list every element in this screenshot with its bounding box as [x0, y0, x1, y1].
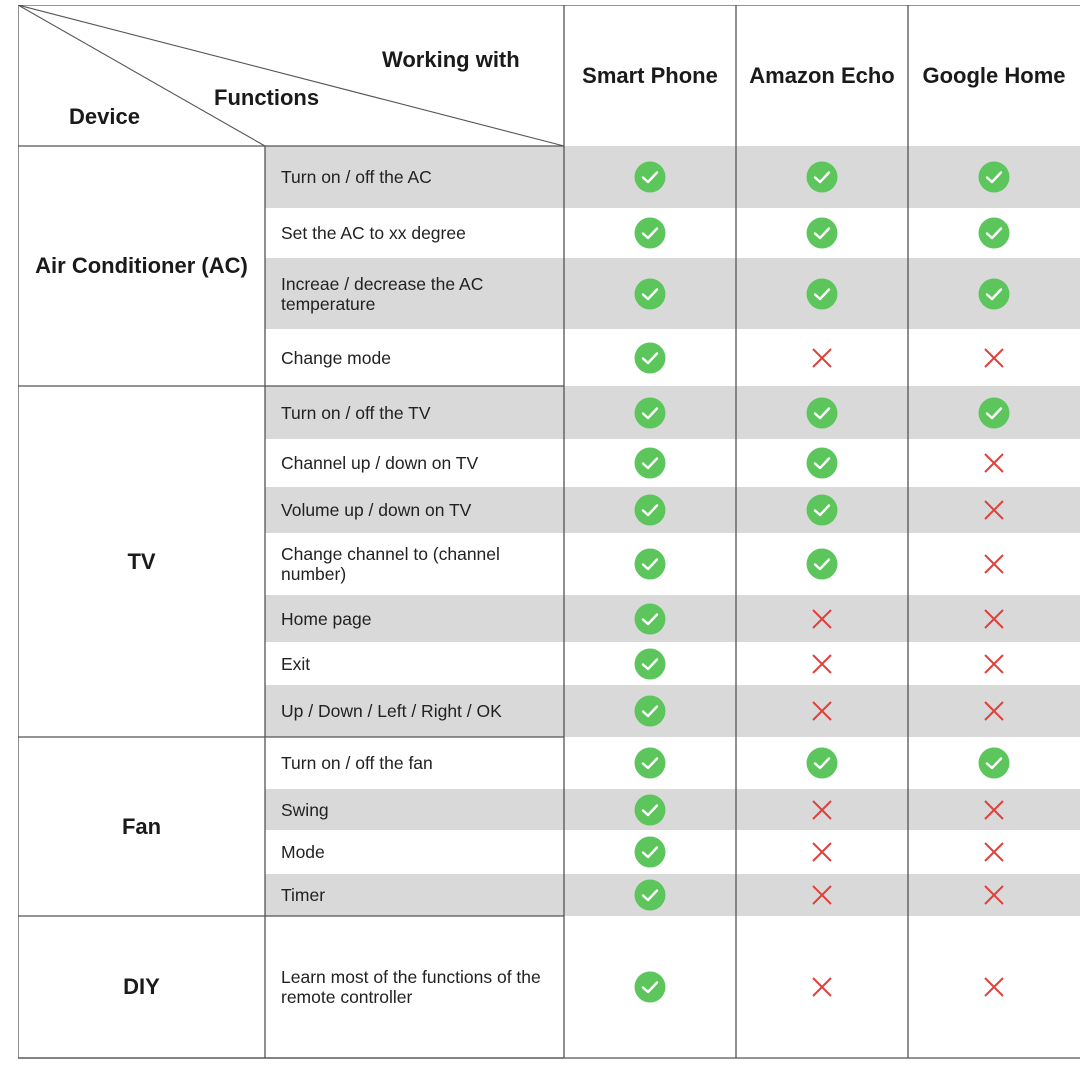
red-x-icon: [805, 835, 839, 869]
support-mark: [908, 916, 1080, 1058]
support-mark: [564, 642, 736, 685]
function-label: Mode: [281, 842, 325, 862]
red-x-icon: [805, 878, 839, 912]
green-check-circle-icon: [633, 647, 667, 681]
red-x-icon: [805, 793, 839, 827]
support-mark: [736, 533, 908, 595]
function-label: Turn on / off the fan: [281, 753, 433, 773]
green-check-circle-icon: [805, 216, 839, 250]
compatibility-table: [18, 5, 1080, 1063]
green-check-circle-icon: [633, 746, 667, 780]
red-x-icon: [977, 694, 1011, 728]
support-mark: [736, 874, 908, 916]
support-mark: [736, 439, 908, 487]
column-header-amazon-echo: Amazon Echo: [749, 62, 895, 88]
green-check-circle-icon: [633, 216, 667, 250]
support-mark: [908, 595, 1080, 642]
function-label: Change mode: [281, 347, 391, 368]
support-mark: [736, 258, 908, 329]
green-check-circle-icon: [633, 694, 667, 728]
green-check-circle-icon: [633, 277, 667, 311]
support-mark: [564, 789, 736, 830]
green-check-circle-icon: [633, 602, 667, 636]
green-check-circle-icon: [633, 878, 667, 912]
green-check-circle-icon: [977, 277, 1011, 311]
column-header-google-home: Google Home: [922, 62, 1066, 88]
green-check-circle-icon: [633, 547, 667, 581]
function-label: Turn on / off the TV: [281, 402, 431, 423]
device-label: DIY: [123, 974, 160, 999]
support-mark: [736, 146, 908, 208]
support-mark: [564, 386, 736, 439]
red-x-icon: [977, 493, 1011, 527]
function-label: Increae / decrease the AC temperature: [281, 273, 484, 314]
header-working-with: Working with: [382, 47, 520, 72]
red-x-icon: [805, 341, 839, 375]
support-mark: [736, 487, 908, 533]
green-check-circle-icon: [805, 746, 839, 780]
support-mark: [908, 487, 1080, 533]
support-mark: [736, 916, 908, 1058]
support-mark: [908, 386, 1080, 439]
function-label: Home page: [281, 608, 372, 629]
support-mark: [908, 830, 1080, 874]
support-mark: [564, 208, 736, 258]
support-mark: [908, 329, 1080, 386]
red-x-icon: [977, 602, 1011, 636]
function-label: Learn most of the functions of the remote controller: [281, 967, 541, 1007]
support-mark: [908, 439, 1080, 487]
function-label: Swing: [281, 799, 329, 820]
support-mark: [564, 258, 736, 329]
red-x-icon: [977, 647, 1011, 681]
green-check-circle-icon: [977, 746, 1011, 780]
support-mark: [564, 874, 736, 916]
device-label: Air Conditioner (AC): [35, 253, 248, 278]
green-check-circle-icon: [633, 793, 667, 827]
grid-line: [18, 5, 265, 146]
green-check-circle-icon: [805, 277, 839, 311]
header-device: Device: [69, 104, 140, 129]
red-x-icon: [977, 341, 1011, 375]
function-label: Change channel to (channel number): [281, 544, 500, 584]
support-mark: [564, 737, 736, 789]
green-check-circle-icon: [977, 396, 1011, 430]
support-mark: [736, 329, 908, 386]
red-x-icon: [977, 970, 1011, 1004]
support-mark: [564, 487, 736, 533]
green-check-circle-icon: [805, 446, 839, 480]
support-mark: [564, 329, 736, 386]
support-mark: [908, 642, 1080, 685]
support-mark: [564, 685, 736, 737]
red-x-icon: [805, 694, 839, 728]
function-label: Timer: [281, 885, 326, 905]
green-check-circle-icon: [805, 493, 839, 527]
green-check-circle-icon: [977, 216, 1011, 250]
green-check-circle-icon: [633, 493, 667, 527]
support-mark: [564, 595, 736, 642]
function-label: Volume up / down on TV: [281, 500, 472, 520]
red-x-icon: [977, 547, 1011, 581]
support-mark: [736, 830, 908, 874]
support-mark: [736, 685, 908, 737]
support-mark: [908, 874, 1080, 916]
support-mark: [564, 439, 736, 487]
green-check-circle-icon: [633, 446, 667, 480]
red-x-icon: [805, 647, 839, 681]
green-check-circle-icon: [633, 396, 667, 430]
support-mark: [908, 737, 1080, 789]
green-check-circle-icon: [805, 547, 839, 581]
column-header-smart-phone: Smart Phone: [582, 62, 718, 88]
support-mark: [908, 208, 1080, 258]
support-mark: [736, 642, 908, 685]
green-check-circle-icon: [977, 160, 1011, 194]
support-mark: [908, 258, 1080, 329]
header-functions: Functions: [214, 85, 320, 110]
green-check-circle-icon: [805, 396, 839, 430]
support-mark: [736, 208, 908, 258]
red-x-icon: [805, 970, 839, 1004]
support-mark: [908, 789, 1080, 830]
support-mark: [564, 533, 736, 595]
function-label: Turn on / off the AC: [281, 167, 432, 187]
support-mark: [736, 737, 908, 789]
support-mark: [564, 830, 736, 874]
red-x-icon: [977, 446, 1011, 480]
support-mark: [908, 533, 1080, 595]
device-label: Fan: [121, 813, 162, 839]
function-label: Channel up / down on TV: [281, 453, 479, 473]
red-x-icon: [977, 878, 1011, 912]
red-x-icon: [805, 602, 839, 636]
support-mark: [908, 685, 1080, 737]
support-mark: [908, 146, 1080, 208]
support-mark: [736, 789, 908, 830]
device-label: TV: [127, 548, 156, 574]
red-x-icon: [977, 793, 1011, 827]
function-label: Up / Down / Left / Right / OK: [281, 701, 502, 721]
green-check-circle-icon: [633, 160, 667, 194]
green-check-circle-icon: [805, 160, 839, 194]
support-mark: [564, 146, 736, 208]
function-label: Exit: [281, 653, 311, 674]
red-x-icon: [977, 835, 1011, 869]
function-label: Set the AC to xx degree: [281, 223, 466, 243]
green-check-circle-icon: [633, 341, 667, 375]
support-mark: [736, 386, 908, 439]
support-mark: [736, 595, 908, 642]
support-mark: [564, 916, 736, 1058]
green-check-circle-icon: [633, 970, 667, 1004]
green-check-circle-icon: [633, 835, 667, 869]
